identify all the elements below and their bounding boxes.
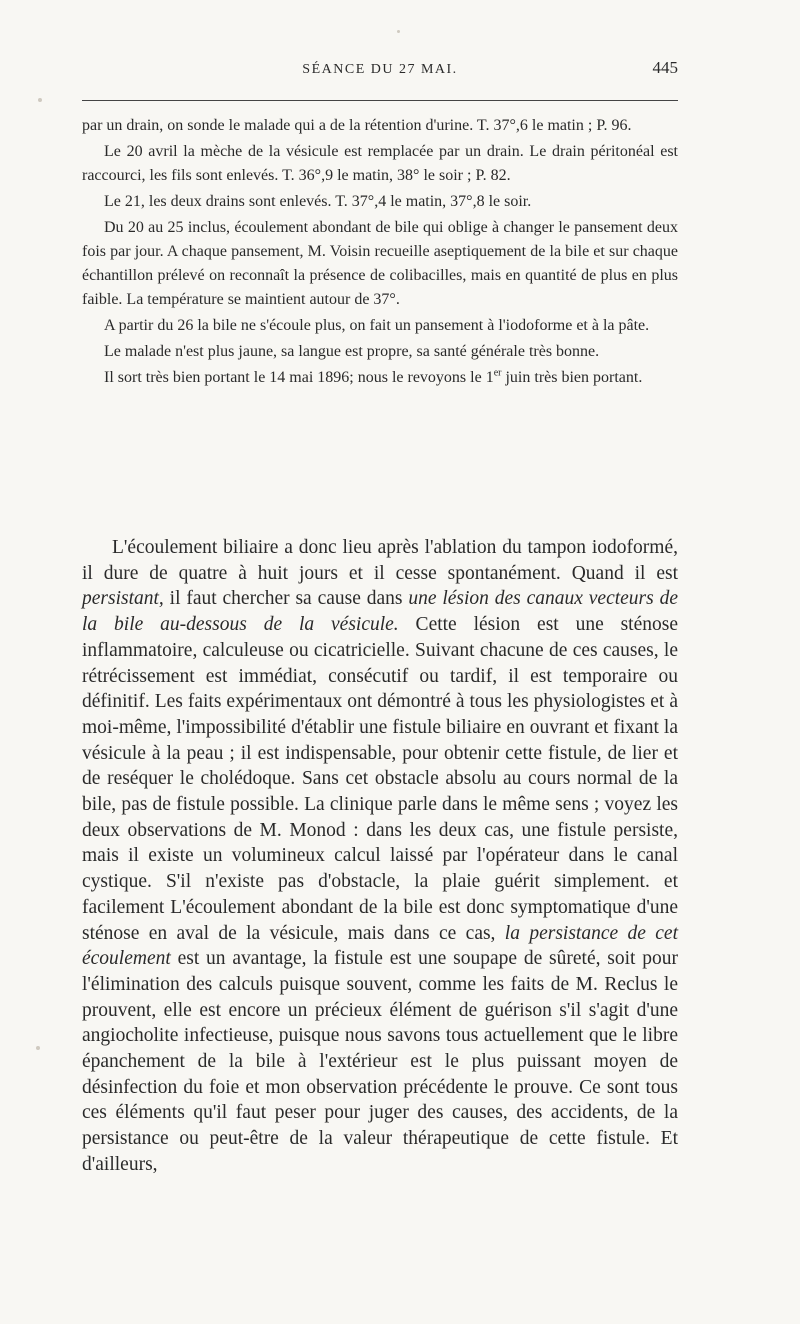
- case-note-paragraph: Du 20 au 25 inclus, écoulement abondant de bile qui oblige à changer le pansement deux fois par jour. A chaque pansement, M. Voisin recueille aseptiquement de la bile et sur chaque échantillon prélevé on reconnaît la présence de colibacilles, mais en quantité de plus en plus faible. La température se maintient autour de 37°.: [82, 219, 678, 308]
- paper-speck: [397, 30, 400, 33]
- italic-run: une lésion des canaux vecteurs de la bile au-dessous de la vésicule.: [82, 588, 678, 636]
- page-header: [82, 58, 678, 86]
- header-rule: [82, 100, 678, 101]
- discussion-paragraph: [82, 535, 678, 1178]
- superscript: er: [493, 367, 502, 379]
- discussion-text: [82, 535, 678, 1178]
- case-note-paragraph: Le 20 avril la mèche de la vésicule est remplacée par un drain. Le drain péritonéal est raccourci, les fils sont enlevés. T. 36°,9 le matin, 38° le soir ; P. 82.: [82, 143, 678, 184]
- paper-speck: [36, 1046, 40, 1050]
- paper-speck: [38, 98, 42, 102]
- text-run: Cette lésion est une sténose inflammatoire, calculeuse ou cicatricielle. Suivant chacune de ces causes, le rétrécissement est immédiat, consécutif ou tardif, il est temporaire ou définitif. Les faits expérimentaux ont démontré à tous les physiologistes et à moi-même, l'impossibilité d'établir une fistule biliaire en ouvrant et fixant la vésicule à la peau ; il est indispensable, pour obtenir cette fistule, de lier et de reséquer le cholédoque. Sans cet obstacle absolu au cours normal de la bile, pas de fistule possible. La clinique parle dans le même sens ; voyez les deux observations de M. Monod : dans les deux cas, une fistule persiste, mais il existe un volumineux calcul laissé par l'opérateur dans le canal cystique. S'il n'existe pas d'obstacle, la plaie guérit simplement. et facilement L'écoulement abondant de la bile est donc symptomatique d'une sténose en aval de la vésicule, mais dans ce cas,: [82, 614, 678, 944]
- text-run: juin très bien portant.: [501, 369, 643, 386]
- italic-run: la persistance de cet écoulement: [82, 922, 678, 970]
- case-note-paragraph: Le malade n'est plus jaune, sa langue est propre, sa santé générale très bonne.: [104, 343, 600, 360]
- case-note-paragraph: Le 21, les deux drains sont enlevés. T. 37°,4 le matin, 37°,8 le soir.: [104, 193, 532, 210]
- text-run: Il sort très bien portant le 14 mai 1896; nous le revoyons le 1: [104, 369, 494, 386]
- case-note-paragraph: [82, 366, 678, 390]
- italic-run: persistant,: [82, 588, 164, 610]
- text-run: est un avantage, la fistule est une soupape de sûreté, soit pour l'élimination des calculs puisque souvent, comme les faits de M. Reclus le prouvent, elle est encore un précieux élément de guérison s'il s'agit d'une angiocholite infectieuse, puisque nous savons tous actuellement que le libre épanchement de la bile à l'extérieur est le plus puissant moyen de désinfection du foie et mon observation précédente le prouve. Ce sont tous ces éléments qu'il faut peser pour juger des causes, des accidents, de la persistance ou peut-être de la valeur thérapeutique de cette fistule. Et d'ailleurs,: [82, 948, 678, 1175]
- text-run: L'écoulement biliaire a donc lieu après l'ablation du tampon iodoformé, il dure de quatre à huit jours et il cesse spontanément. Quand il est: [82, 537, 678, 584]
- running-head: SÉANCE DU 27 MAI.: [302, 62, 458, 77]
- text-run: il faut chercher sa cause dans: [163, 588, 409, 610]
- case-notes: [82, 114, 678, 392]
- case-note-paragraph: A partir du 26 la bile ne s'écoule plus, on fait un pansement à l'iodoforme et à la pâte.: [104, 317, 650, 334]
- page-number: 445: [652, 58, 678, 77]
- case-note-paragraph: par un drain, on sonde le malade qui a de la rétention d'urine. T. 37°,6 le matin ; P. 96.: [82, 117, 632, 134]
